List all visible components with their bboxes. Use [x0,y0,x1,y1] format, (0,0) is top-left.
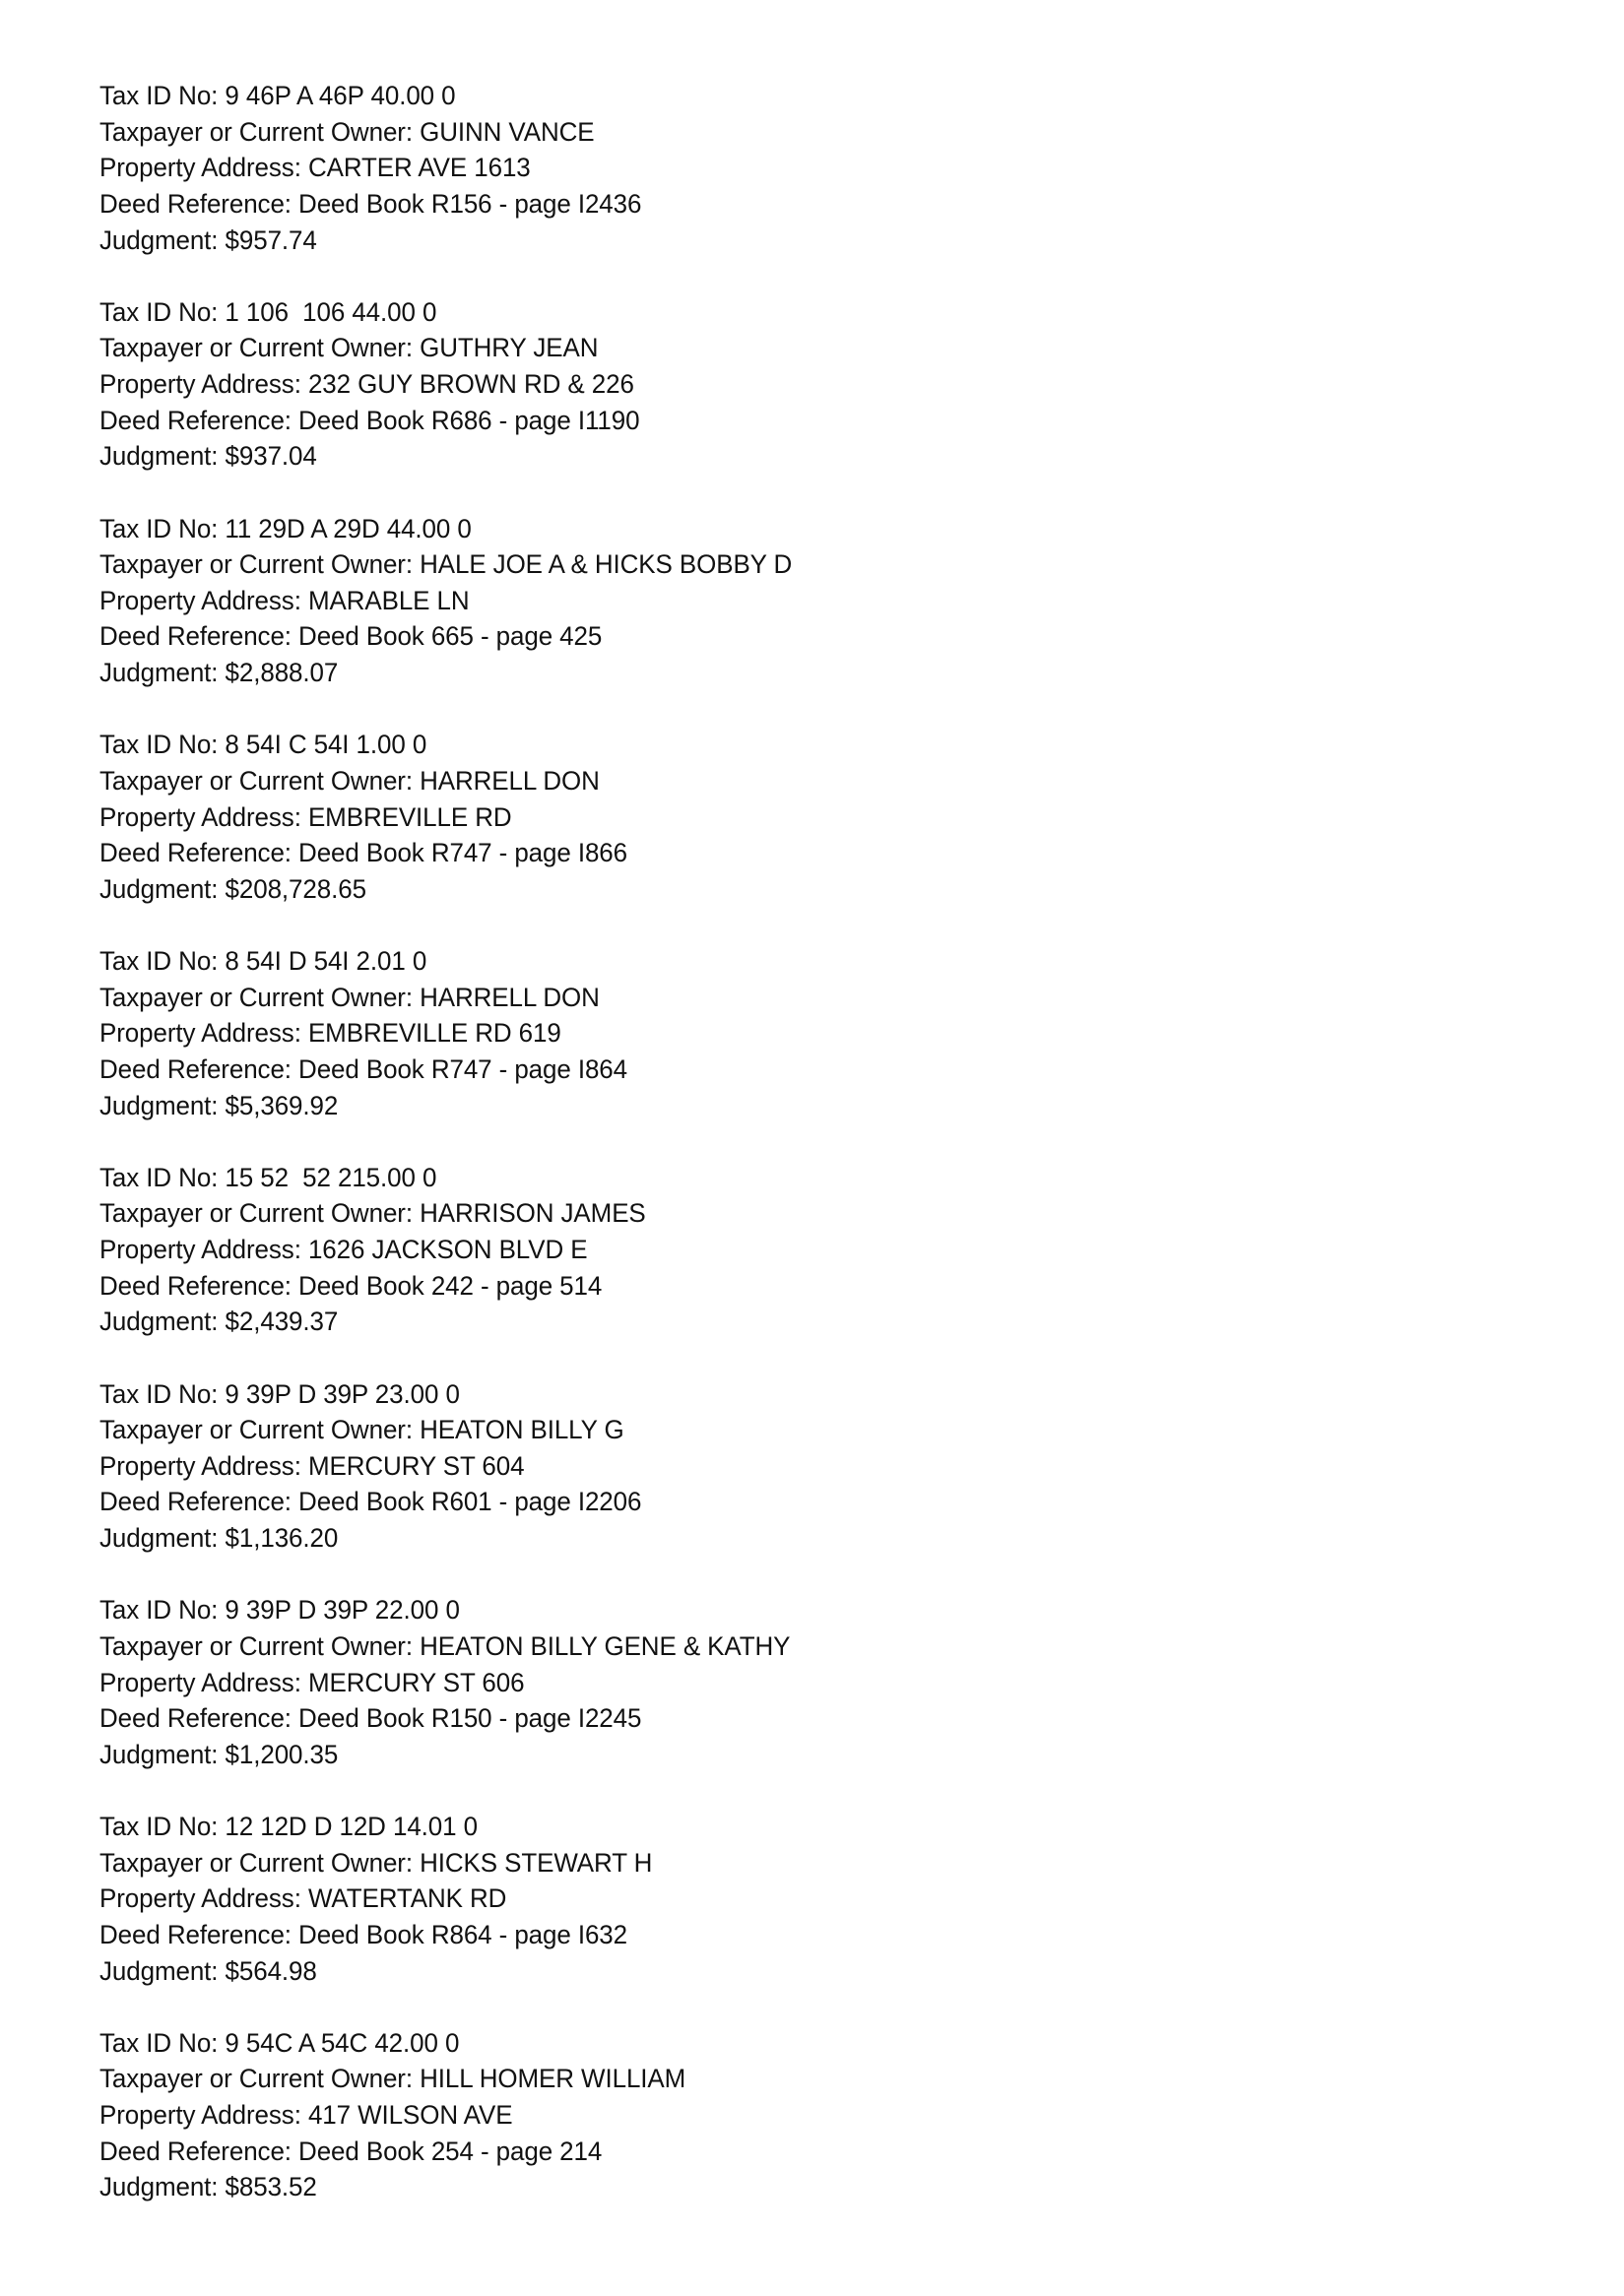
tax-id-label: Tax ID No: [99,2027,226,2058]
tax-id-line [99,511,1426,547]
judgment-label: Judgment: [99,2172,226,2202]
deed-value: Deed Book R747 - page I864 [298,1053,628,1084]
deed-line [99,1268,1426,1305]
deed-label: Deed Reference: [99,621,299,652]
deed-value: Deed Book 665 - page 425 [298,621,603,652]
owner-value: HARRELL DON [420,982,600,1012]
deed-label: Deed Reference: [99,188,299,219]
owner-label: Taxpayer or Current Owner: [99,1630,421,1661]
owner-line [99,980,1426,1016]
tax-record [99,511,1478,691]
owner-line [99,546,1426,583]
address-value: WATERTANK RD [307,1883,507,1914]
judgment-value: $1,136.20 [225,1523,339,1553]
tax-record [99,943,1478,1123]
tax-id-value: 9 39P D 39P 22.00 0 [225,1595,460,1626]
owner-label: Taxpayer or Current Owner: [99,116,421,147]
judgment-line [99,1953,1426,1990]
judgment-line [99,1304,1426,1340]
tax-id-line [99,1160,1426,1196]
judgment-label: Judgment: [99,441,226,472]
judgment-value: $853.52 [225,2172,317,2202]
tax-id-value: 9 39P D 39P 23.00 0 [225,1378,460,1409]
judgment-line [99,2169,1426,2205]
owner-value: GUTHRY JEAN [420,333,599,363]
tax-id-label: Tax ID No: [99,296,226,327]
judgment-value: $2,888.07 [225,658,339,687]
judgment-label: Judgment: [99,224,226,255]
deed-value: Deed Book R747 - page I866 [298,838,628,868]
judgment-line [99,871,1426,908]
owner-line [99,1628,1426,1665]
deed-line [99,403,1426,439]
deed-label: Deed Reference: [99,2136,299,2166]
tax-id-label: Tax ID No: [99,730,226,760]
tax-record [99,78,1478,258]
tax-id-value: 12 12D D 12D 14.01 0 [225,1812,478,1841]
deed-value: Deed Book 254 - page 214 [298,2136,603,2166]
address-value: EMBREVILLE RD 619 [307,1018,561,1049]
owner-label: Taxpayer or Current Owner: [99,2064,421,2094]
tax-id-line [99,2025,1426,2062]
deed-line [99,186,1426,223]
tax-id-label: Tax ID No: [99,1378,226,1409]
deed-label: Deed Reference: [99,838,299,868]
deed-line [99,618,1426,655]
judgment-label: Judgment: [99,658,226,687]
owner-label: Taxpayer or Current Owner: [99,549,421,580]
deed-value: Deed Book R156 - page I2436 [298,188,642,219]
deed-label: Deed Reference: [99,1703,299,1734]
owner-line [99,114,1426,151]
deed-value: Deed Book R601 - page I2206 [298,1487,642,1517]
deed-label: Deed Reference: [99,1053,299,1084]
judgment-line [99,438,1426,475]
address-label: Property Address: [99,2100,308,2130]
tax-record [99,1592,1478,1772]
tax-id-line [99,1592,1426,1628]
judgment-value: $957.74 [225,224,317,255]
address-label: Property Address: [99,369,308,399]
owner-value: HEATON BILLY GENE & KATHY [420,1630,791,1661]
address-value: 232 GUY BROWN RD & 226 [307,369,634,399]
address-value: 1626 JACKSON BLVD E [307,1235,588,1264]
tax-id-line [99,727,1426,763]
owner-label: Taxpayer or Current Owner: [99,765,421,796]
owner-value: HALE JOE A & HICKS BOBBY D [420,549,793,580]
deed-line [99,835,1426,871]
judgment-label: Judgment: [99,1090,226,1120]
owner-line [99,1195,1426,1232]
tax-id-value: 8 54I C 54I 1.00 0 [225,730,427,760]
judgment-label: Judgment: [99,1523,226,1553]
tax-id-label: Tax ID No: [99,1162,226,1192]
judgment-line [99,223,1426,259]
judgment-line [99,655,1426,691]
tax-id-label: Tax ID No: [99,81,226,110]
address-label: Property Address: [99,1018,308,1049]
deed-value: Deed Book R150 - page I2245 [298,1703,642,1734]
owner-line [99,763,1426,799]
tax-id-line [99,294,1426,331]
owner-line [99,330,1426,366]
owner-value: GUINN VANCE [420,116,595,147]
tax-id-value: 15 52 52 215.00 0 [225,1162,437,1192]
tax-record-list [99,78,1478,2242]
address-label: Property Address: [99,585,308,615]
deed-value: Deed Book 242 - page 514 [298,1270,603,1301]
tax-id-label: Tax ID No: [99,1812,226,1841]
address-label: Property Address: [99,1667,308,1697]
address-label: Property Address: [99,1450,308,1481]
owner-value: HEATON BILLY G [420,1415,624,1445]
address-label: Property Address: [99,1883,308,1914]
deed-line [99,1052,1426,1088]
address-label: Property Address: [99,801,308,832]
deed-line [99,1484,1426,1520]
owner-label: Taxpayer or Current Owner: [99,1847,421,1878]
tax-record [99,2025,1478,2205]
judgment-value: $1,200.35 [225,1739,339,1769]
tax-record [99,1160,1478,1340]
address-line [99,1448,1426,1485]
deed-line [99,2134,1426,2170]
deed-line [99,1700,1426,1737]
judgment-label: Judgment: [99,873,226,904]
tax-id-value: 9 46P A 46P 40.00 0 [225,81,456,110]
owner-label: Taxpayer or Current Owner: [99,982,421,1012]
address-line [99,799,1426,836]
owner-value: HILL HOMER WILLIAM [420,2064,686,2094]
deed-label: Deed Reference: [99,1919,299,1949]
tax-record [99,1376,1478,1557]
tax-id-line [99,1376,1426,1413]
tax-id-value: 9 54C A 54C 42.00 0 [225,2027,460,2058]
tax-id-line [99,943,1426,980]
address-line [99,366,1426,403]
address-value: EMBREVILLE RD [307,801,512,832]
judgment-value: $208,728.65 [225,873,366,904]
address-line [99,150,1426,186]
judgment-value: $5,369.92 [225,1090,339,1120]
judgment-line [99,1520,1426,1557]
judgment-line [99,1737,1426,1773]
judgment-label: Judgment: [99,1739,226,1769]
address-line [99,1665,1426,1701]
judgment-line [99,1088,1426,1124]
judgment-value: $564.98 [225,1955,317,1986]
tax-id-value: 8 54I D 54I 2.01 0 [225,946,427,976]
tax-id-line [99,1809,1426,1845]
deed-label: Deed Reference: [99,405,299,435]
tax-id-value: 1 106 106 44.00 0 [225,296,437,327]
tax-id-label: Tax ID No: [99,946,226,976]
tax-id-value: 11 29D A 29D 44.00 0 [225,513,472,543]
owner-line [99,2061,1426,2097]
address-label: Property Address: [99,153,308,183]
judgment-value: $937.04 [225,441,317,472]
deed-label: Deed Reference: [99,1270,299,1301]
owner-label: Taxpayer or Current Owner: [99,1415,421,1445]
tax-record [99,1809,1478,1989]
owner-line [99,1412,1426,1448]
owner-label: Taxpayer or Current Owner: [99,1198,421,1229]
owner-value: HARRISON JAMES [420,1198,646,1229]
tax-record [99,727,1478,907]
address-line [99,1881,1426,1917]
judgment-label: Judgment: [99,1307,226,1337]
owner-value: HARRELL DON [420,765,600,796]
address-label: Property Address: [99,1235,308,1264]
tax-record [99,294,1478,475]
owner-label: Taxpayer or Current Owner: [99,333,421,363]
address-line [99,2097,1426,2134]
deed-line [99,1917,1426,1953]
owner-line [99,1845,1426,1881]
address-value: CARTER AVE 1613 [307,153,531,183]
judgment-label: Judgment: [99,1955,226,1986]
address-value: 417 WILSON AVE [307,2100,513,2130]
judgment-value: $2,439.37 [225,1307,339,1337]
address-line [99,1232,1426,1268]
address-value: MERCURY ST 604 [307,1450,525,1481]
tax-id-label: Tax ID No: [99,513,226,543]
deed-value: Deed Book R864 - page I632 [298,1919,628,1949]
address-value: MERCURY ST 606 [307,1667,525,1697]
address-value: MARABLE LN [307,585,470,615]
address-line [99,583,1426,619]
address-line [99,1015,1426,1052]
tax-id-label: Tax ID No: [99,1595,226,1626]
deed-value: Deed Book R686 - page I1190 [298,405,640,435]
owner-value: HICKS STEWART H [420,1847,653,1878]
deed-label: Deed Reference: [99,1487,299,1517]
tax-id-line [99,78,1426,114]
